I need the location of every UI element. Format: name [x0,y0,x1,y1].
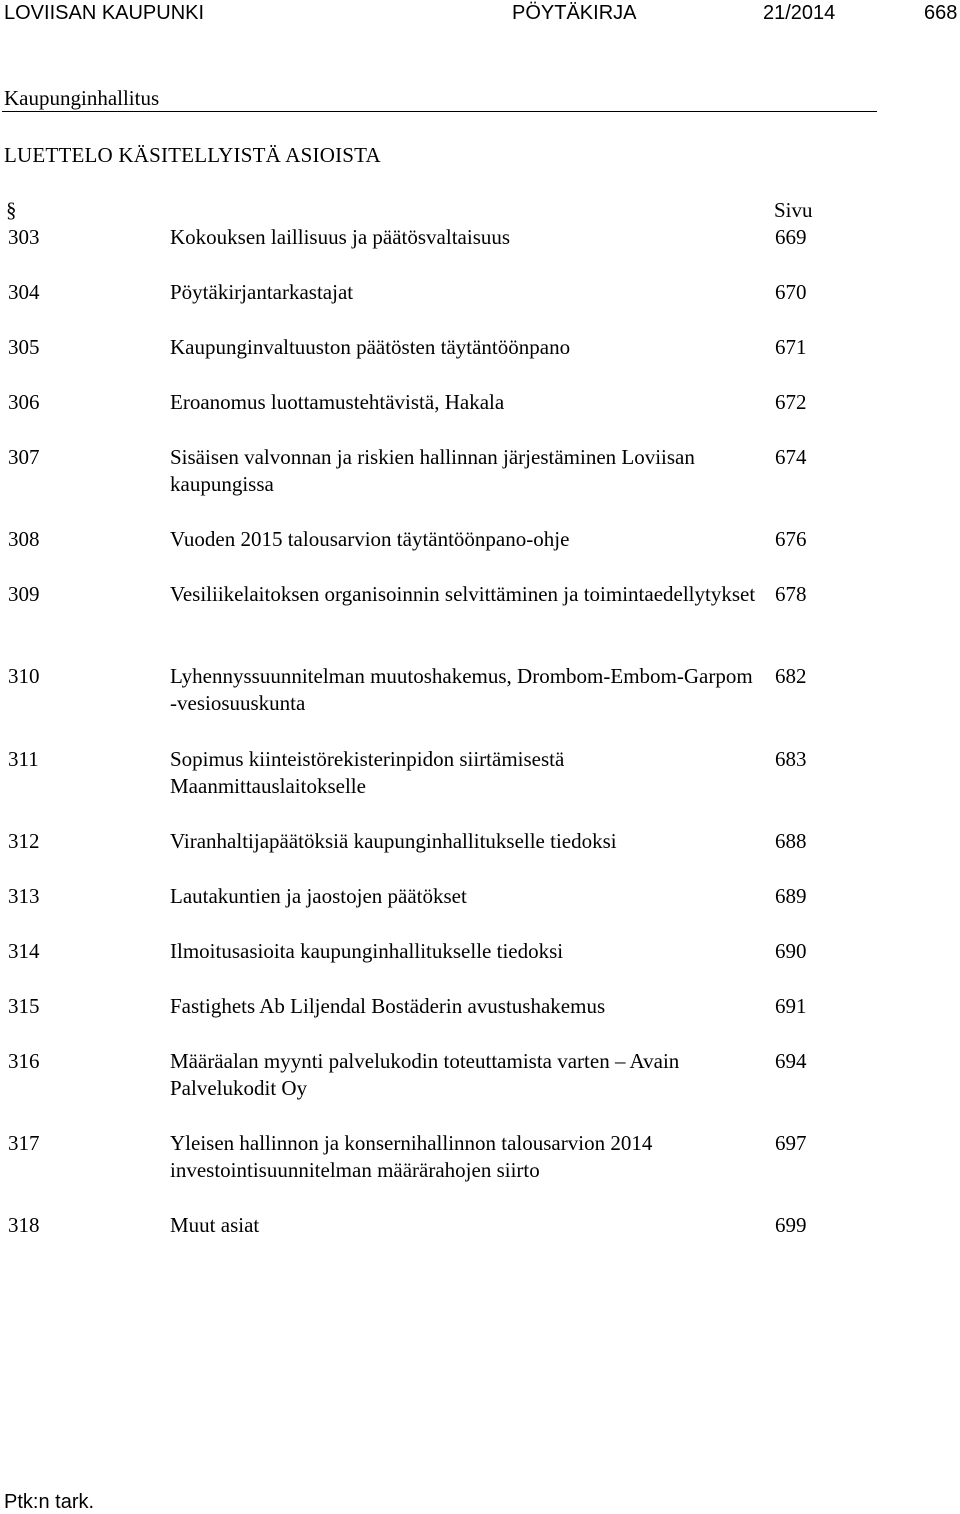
item-page: 689 [775,884,807,908]
item-title: Lyhennyssuunnitelman muutoshakemus, Drombom-Embom-Garpom -vesiosuuskunta [170,664,753,715]
item-page: 697 [775,1131,807,1155]
body-name: Kaupunginhallitus [4,86,160,110]
item-number: 308 [8,527,40,551]
item-title: Vesiliikelaitoksen organisoinnin selvittäminen ja toimintaedellytykset [170,582,756,606]
item-number: 311 [8,747,39,771]
item-number: 303 [8,225,40,249]
item-page: 674 [775,445,807,469]
item-title: Viranhaltijapäätöksiä kaupunginhallitukselle tiedoksi [170,829,617,853]
item-page: 682 [775,664,807,688]
item-number: 318 [8,1213,40,1237]
item-number: 316 [8,1049,40,1073]
item-number: 310 [8,664,40,688]
item-number: 315 [8,994,40,1018]
item-page: 688 [775,829,807,853]
item-title: Vuoden 2015 talousarvion täytäntöönpano-ohje [170,527,570,551]
item-title: Määräalan myynti palvelukodin toteuttamista varten – Avain Palvelukodit Oy [170,1049,680,1100]
item-title: Sopimus kiinteistörekisterinpidon siirtämisestä Maanmittauslaitokselle [170,747,565,798]
item-number: 305 [8,335,40,359]
item-number: 313 [8,884,40,908]
item-page: 672 [775,390,807,414]
item-number: 306 [8,390,40,414]
item-title: Muut asiat [170,1213,260,1237]
item-page: 683 [775,747,807,771]
item-page: 699 [775,1213,807,1237]
item-title: Lautakuntien ja jaostojen päätökset [170,884,467,908]
item-title: Yleisen hallinnon ja konsernihallinnon talousarvion 2014 investointisuunnitelman määrärahojen siirto [170,1131,653,1182]
item-page: 671 [775,335,807,359]
item-page: 690 [775,939,807,963]
item-title: Eroanomus luottamustehtävistä, Hakala [170,390,505,414]
item-number: 314 [8,939,40,963]
item-title: Pöytäkirjantarkastajat [170,280,354,304]
item-page: 676 [775,527,807,551]
item-page: 694 [775,1049,807,1073]
item-number: 307 [8,445,40,469]
item-title: Kaupunginvaltuuston päätösten täytäntöönpano [170,335,571,359]
organization-name: LOVIISAN KAUPUNKI [4,2,205,24]
item-number: 312 [8,829,40,853]
list-title: LUETTELO KÄSITELLYISTÄ ASIOISTA [4,143,381,167]
item-page: 669 [775,225,807,249]
section-symbol: § [6,198,17,222]
footer-initials-label: Ptk:n tark. [4,1491,95,1513]
item-page: 691 [775,994,807,1018]
item-title: Kokouksen laillisuus ja päätösvaltaisuus [170,225,511,249]
document-type: PÖYTÄKIRJA [512,2,637,24]
page-number: 668 [924,2,958,24]
item-number: 317 [8,1131,40,1155]
item-page: 670 [775,280,807,304]
item-title: Sisäisen valvonnan ja riskien hallinnan järjestäminen Loviisan kaupungissa [170,445,695,496]
item-title: Fastighets Ab Liljendal Bostäderin avustushakemus [170,994,606,1018]
item-page: 678 [775,582,807,606]
item-number: 309 [8,582,40,606]
page-column-label: Sivu [774,198,813,222]
item-number: 304 [8,280,40,304]
meeting-number: 21/2014 [763,2,836,24]
item-title: Ilmoitusasioita kaupunginhallitukselle tiedoksi [170,939,564,963]
